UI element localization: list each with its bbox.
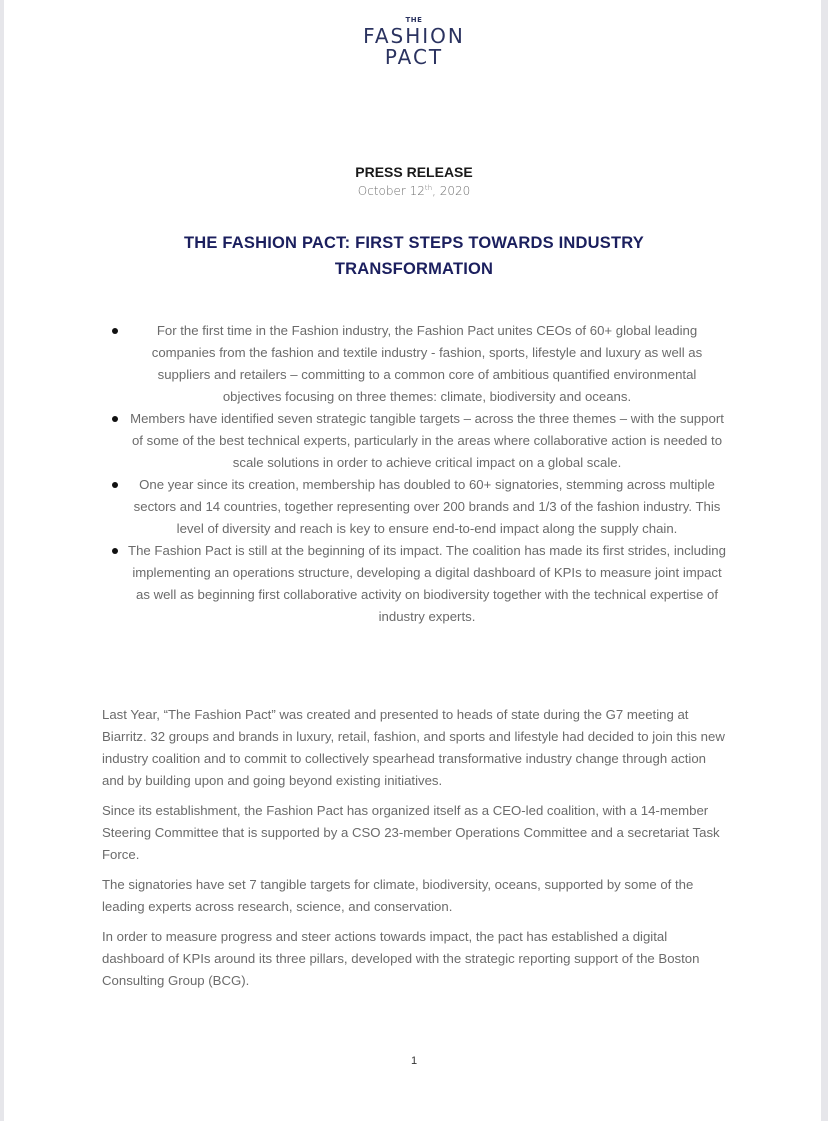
release-date: [0, 184, 828, 198]
bullet-text: The Fashion Pact is still at the beginning of its impact. The coalition has made its first strides, including implementing an operations structure, developing a digital dashboard of KPIs to measure joint impact as well as beginning first collaborative activity on biodiversity together with the technical expertise of industry experts.: [128, 543, 726, 624]
paragraph: Last Year, “The Fashion Pact” was created and presented to heads of state during the G7 meeting at Biarritz. 32 groups and brands in luxury, retail, fashion, and sports and lifestyle had decided to join this new industry coalition and to commit to collectively spearhead transformative industry change through action and by building upon and going beyond existing initiatives.: [102, 707, 725, 788]
page-title: THE FASHION PACT: FIRST STEPS TOWARDS INDUSTRY TRANSFORMATION: [184, 234, 644, 278]
bullet-item: [102, 408, 732, 474]
logo-fashion: FASHION: [363, 24, 465, 48]
logo-the: THE: [405, 16, 423, 24]
bullet-icon: [112, 548, 118, 554]
bullet-text: For the first time in the Fashion industry, the Fashion Pact unites CEOs of 60+ global leading companies from the fashion and textile industry - fashion, sports, lifestyle and luxury as well as suppliers and retailers – committing to a common core of ambitious quantified environmental objectives focusing on three themes: climate, biodiversity and oceans.: [151, 323, 703, 404]
date-sup: th: [424, 184, 433, 192]
bullet-text: One year since its creation, membership has doubled to 60+ signatories, stemming across multiple sectors and 14 countries, together representing over 200 brands and 1/3 of the fashion industry. This level of diversity and reach is key to ensure end-to-end impact along the supply chain.: [133, 477, 721, 536]
date-prefix: October 12: [357, 184, 425, 198]
bullet-text: Members have identified seven strategic tangible targets – across the three themes – with the support of some of the best technical experts, particularly in the areas where collaborative action is needed to scale solutions in order to achieve critical impact on a global scale.: [130, 411, 724, 470]
bullet-icon: [112, 482, 118, 488]
paragraph: The signatories have set 7 tangible targets for climate, biodiversity, oceans, supported by some of the leading experts across research, science, and conservation.: [102, 877, 694, 914]
bullet-list: [102, 320, 732, 628]
body-text: [102, 704, 726, 1000]
paragraph: Since its establishment, the Fashion Pact has organized itself as a CEO-led coalition, with a 14-member Steering Committee that is supported by a CSO 23-member Operations Committee and a secretariat Task Force.: [102, 803, 720, 862]
bullet-item: [102, 474, 732, 540]
page-number: 1: [410, 1055, 418, 1067]
paragraph: In order to measure progress and steer actions towards impact, the pact has established a digital dashboard of KPIs around its three pillars, developed with the strategic reporting support of the Boston Consulting Group (BCG).: [102, 929, 700, 988]
bullet-item: [102, 540, 732, 628]
bullet-icon: [112, 416, 118, 422]
press-release-label: PRESS RELEASE: [355, 164, 473, 180]
bullet-icon: [112, 328, 118, 334]
logo-pact: PACT: [384, 45, 444, 69]
bullet-item: [102, 320, 732, 408]
date-suffix: , 2020: [432, 184, 471, 198]
